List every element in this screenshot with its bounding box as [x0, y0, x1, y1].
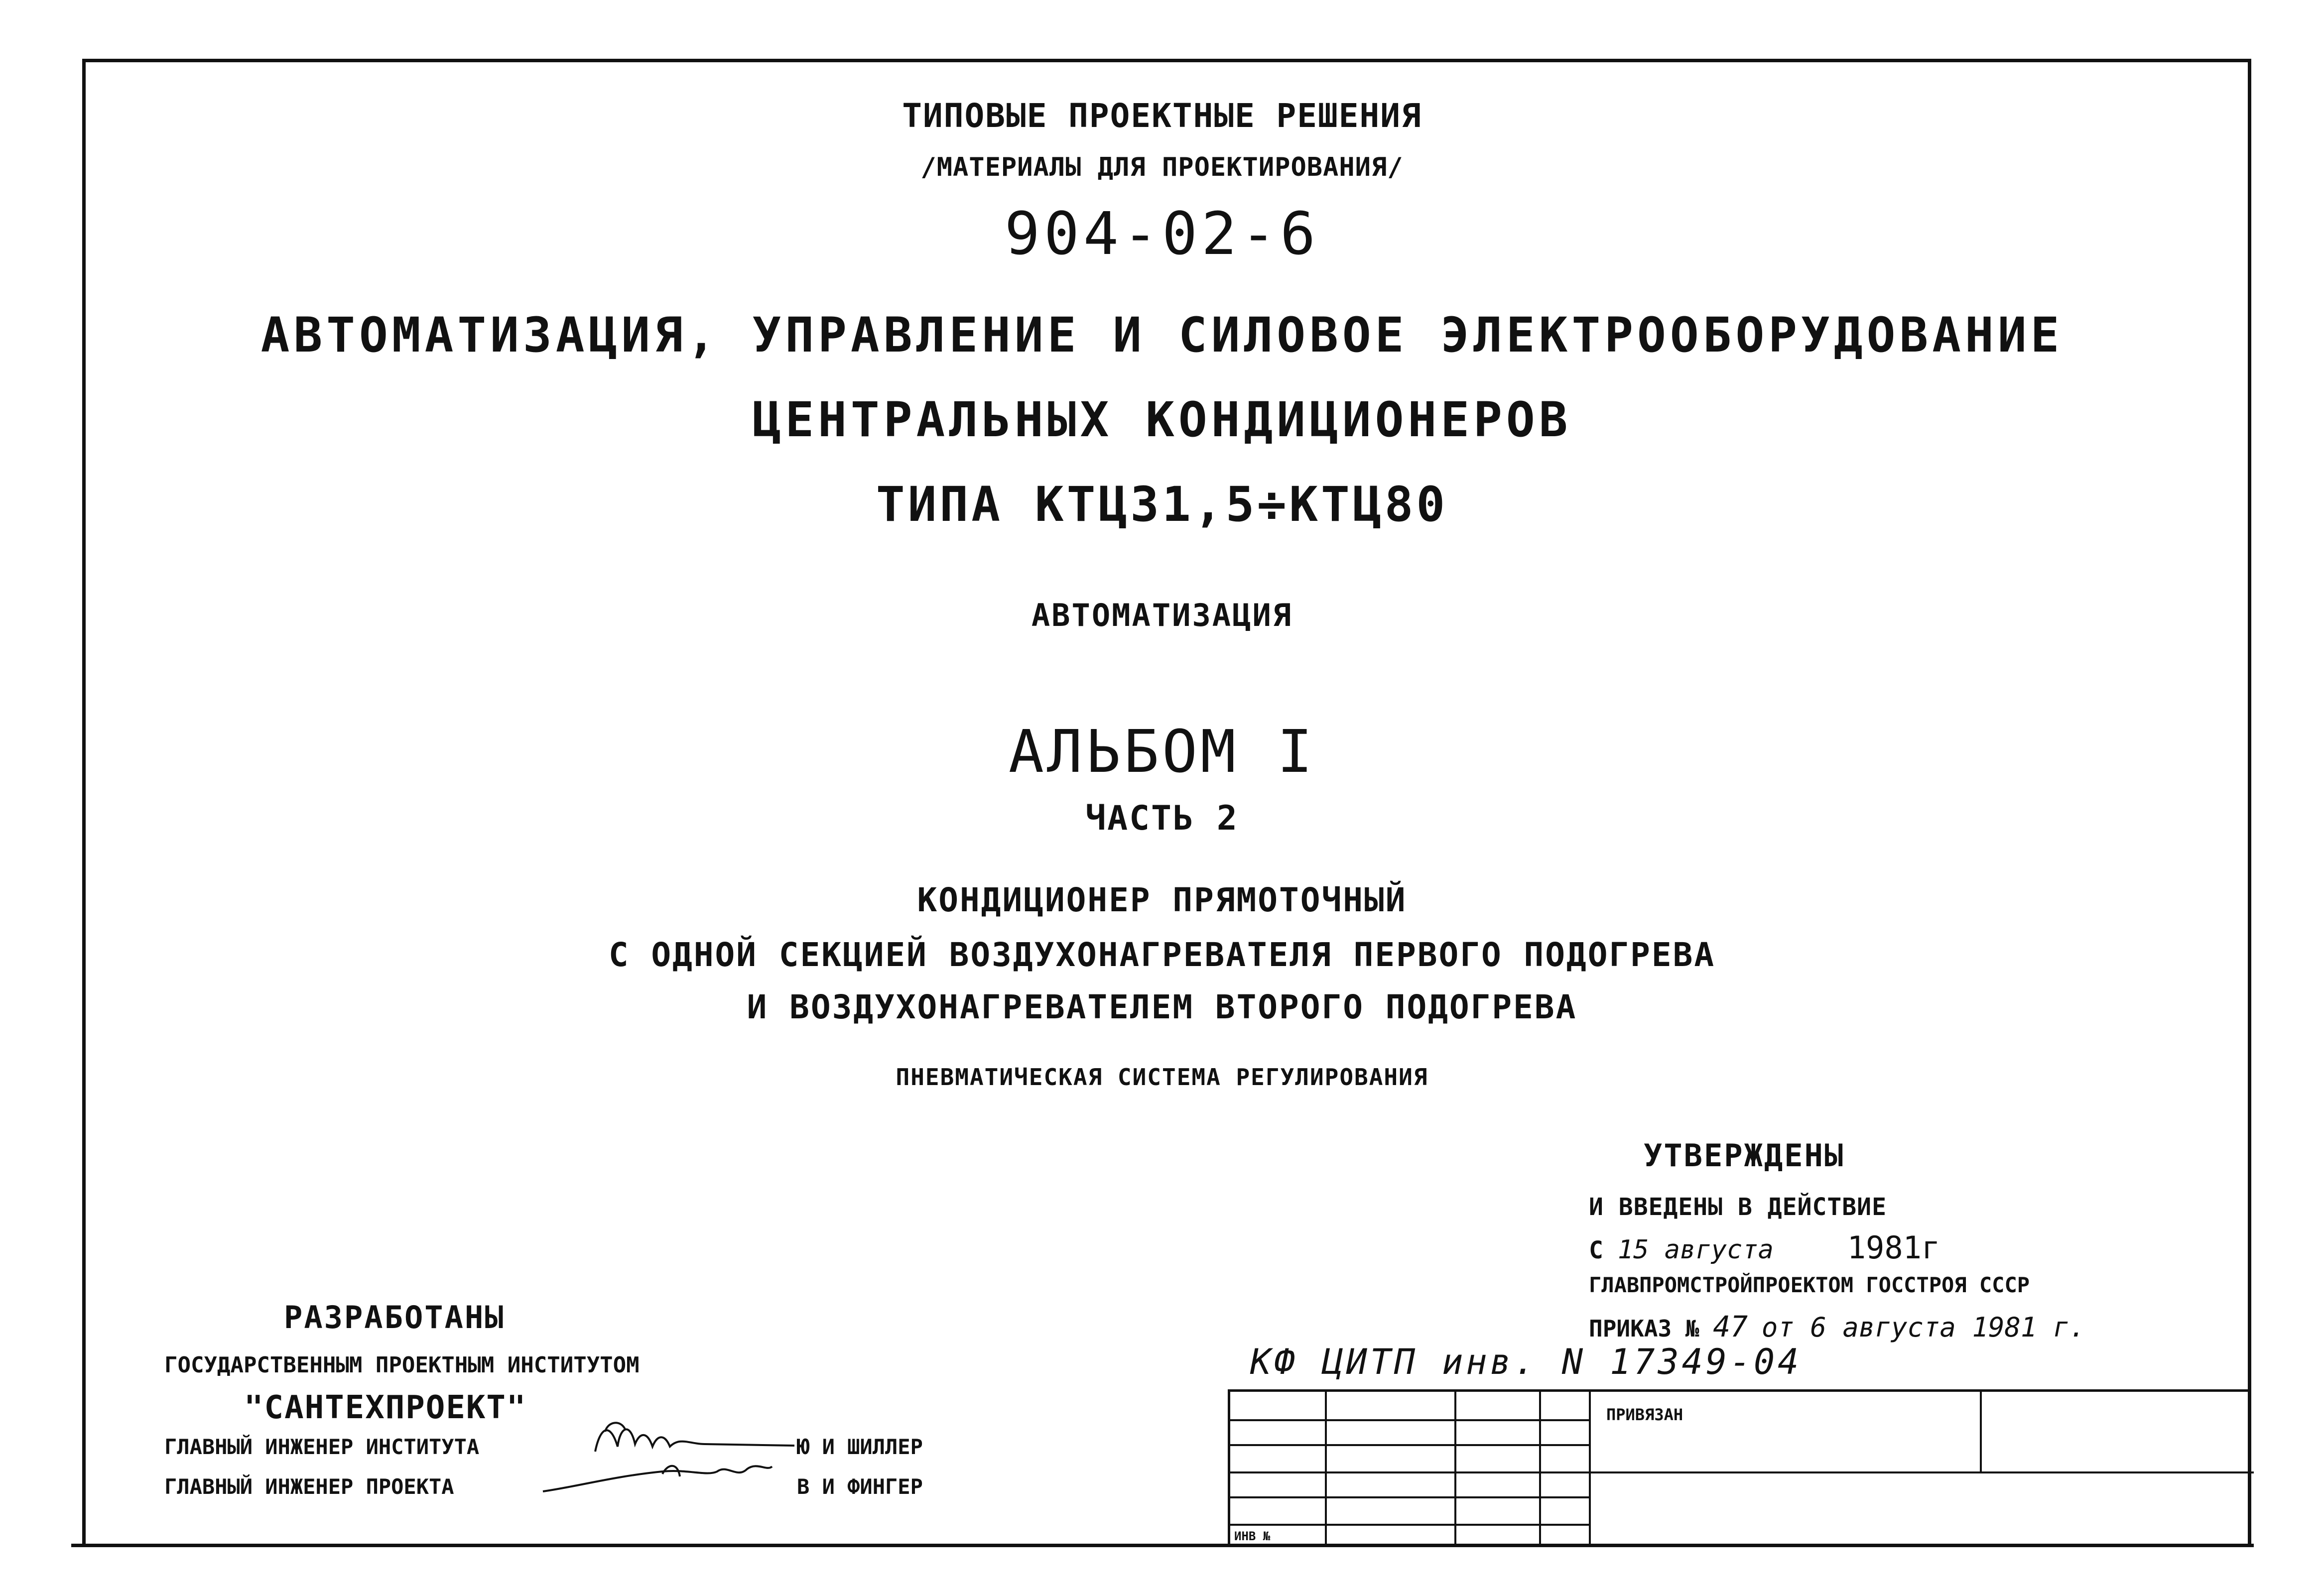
stamp-divider — [1980, 1392, 1982, 1472]
description-line-2: С ОДНОЙ СЕКЦИЕЙ ВОЗДУХОНАГРЕВАТЕЛЯ ПЕРВОГО ПОДОГРЕВА — [608, 936, 1716, 974]
developer-line-1: ГОСУДАРСТВЕННЫМ ПРОЕКТНЫМ ИНСТИТУТОМ — [164, 1352, 640, 1378]
approval-order-prefix: ПРИКАЗ № — [1589, 1315, 1699, 1342]
signature-shiller-icon — [590, 1417, 799, 1462]
approval-date-day-month: 15 августа — [1617, 1235, 1774, 1265]
stamp-row-line — [1230, 1496, 1589, 1498]
title-line-2: ЦЕНТРАЛЬНЫХ КОНДИЦИОНЕРОВ — [752, 392, 1572, 448]
approval-order-date: от 6 августа 1981 г. — [1761, 1312, 2086, 1343]
developer-institute: "САНТЕХПРОЕКТ" — [244, 1389, 527, 1426]
stamp-row-line — [1230, 1471, 2254, 1473]
approval-date-year: 1981г — [1847, 1229, 1940, 1266]
stamp-row-line — [1230, 1419, 1589, 1421]
title-block-stamp — [1228, 1389, 2251, 1547]
chief-project-role: ГЛАВНЫЙ ИНЖЕНЕР ПРОЕКТА — [164, 1474, 454, 1499]
developer-heading: РАЗРАБОТАНЫ — [284, 1299, 505, 1336]
approval-date-line — [1589, 1229, 1940, 1266]
approval-order-line — [1589, 1310, 2086, 1344]
chief-institute-role: ГЛАВНЫЙ ИНЖЕНЕР ИНСТИТУТА — [164, 1435, 480, 1459]
stamp-row-line — [1230, 1524, 1589, 1526]
title-line-3: ТИПА КТЦ31,5÷КТЦ80 — [876, 477, 1448, 532]
chief-project-name: В И ФИНГЕР — [797, 1474, 923, 1499]
stamp-inv-label: ИНВ № — [1234, 1529, 1271, 1543]
description-line-1: КОНДИЦИОНЕР ПРЯМОТОЧНЫЙ — [917, 881, 1407, 919]
series-title: ТИПОВЫЕ ПРОЕКТНЫЕ РЕШЕНИЯ — [902, 97, 1422, 135]
document-code: 904-02-6 — [1004, 199, 1320, 268]
description-line-4: ПНЕВМАТИЧЕСКАЯ СИСТЕМА РЕГУЛИРОВАНИЯ — [896, 1064, 1428, 1091]
stamp-divider — [1589, 1392, 1591, 1547]
description-line-3: И ВОЗДУХОНАГРЕВАТЕЛЕМ ВТОРОГО ПОДОГРЕВА — [747, 988, 1577, 1026]
approval-heading: УТВЕРЖДЕНЫ — [1644, 1137, 1845, 1174]
signature-finger-icon — [538, 1457, 787, 1501]
album-title: АЛЬБОМ I — [1008, 717, 1316, 786]
approval-order-number: 47 — [1713, 1310, 1748, 1344]
approval-line-3: ГЛАВПРОМСТРОЙПРОЕКТОМ ГОССТРОЯ СССР — [1589, 1273, 2030, 1297]
title-line-1: АВТОМАТИЗАЦИЯ, УПРАВЛЕНИЕ И СИЛОВОЕ ЭЛЕКТРООБОРУДОВАНИЕ — [260, 307, 2064, 363]
approval-date-prefix: С — [1589, 1236, 1603, 1264]
part-title: ЧАСТЬ 2 — [1085, 799, 1239, 838]
series-subtitle: /МАТЕРИАЛЫ ДЛЯ ПРОЕКТИРОВАНИЯ/ — [920, 152, 1404, 182]
inventory-note: КФ ЦИТП инв. N 17349-04 — [1250, 1342, 1802, 1382]
stamp-row-line — [1230, 1444, 1589, 1446]
section-title: АВТОМАТИЗАЦИЯ — [1031, 597, 1293, 633]
chief-institute-name: Ю И ШИЛЛЕР — [797, 1435, 923, 1459]
approval-line-1: И ВВЕДЕНЫ В ДЕЙСТВИЕ — [1589, 1193, 1887, 1221]
stamp-bound-label: ПРИВЯЗАН — [1606, 1405, 1683, 1424]
